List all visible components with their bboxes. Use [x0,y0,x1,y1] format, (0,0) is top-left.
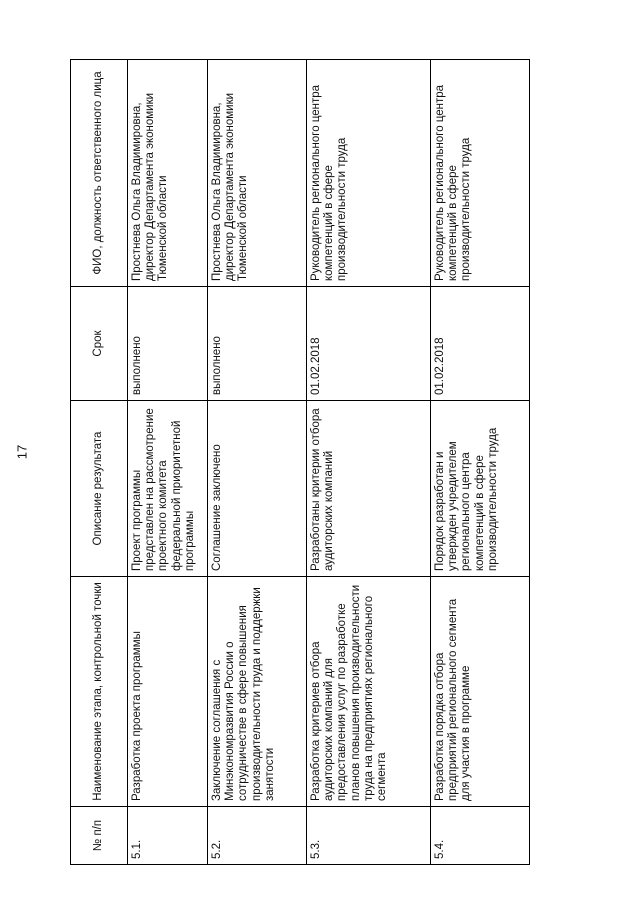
table-row [208,60,307,865]
cell-responsible-person: Простнева Ольга Владимировна, директор Департамента экономики Тюменской области [208,60,307,287]
cell-result-description: Проект программы представлен на рассмотрение проектного комитета федеральной приоритетной программы [128,401,208,577]
table-row [431,60,530,865]
cell-responsible-person: Руководитель регионального центра компетенций в сфере производительности труда [431,60,530,287]
cell-term: 01.02.2018 [307,287,431,401]
cell-term: выполнено [128,287,208,401]
page-number: 17 [14,444,30,460]
cell-responsible-person: Руководитель регионального центра компетенций в сфере производительности труда [307,60,431,287]
table-row [307,60,431,865]
cell-stage-name: Разработка порядка отбора предприятий регионального сегмента для участия в программе [431,577,530,807]
cell-result-description: Соглашение заключено [208,401,307,577]
header-term: Срок [71,287,128,401]
rotated-page-content [70,60,622,865]
header-stage-name: Наименование этапа, контрольной точки [71,577,128,807]
header-responsible-person: ФИО, должность ответственного лица [71,60,128,287]
cell-stage-name: Разработка критериев отбора аудиторских компаний для предоставления услуг по разработке планов повышения производительности труда на предприятиях регионального сегмента [307,577,431,807]
table-row [128,60,208,865]
cell-term: выполнено [208,287,307,401]
cell-stage-name: Заключение соглашения с Минэкономразвития России о сотрудничестве в сфере повышения производительности труда и поддержки занятости [208,577,307,807]
header-number: № п/п [71,807,128,865]
cell-result-description: Разработаны критерии отбора аудиторских компаний [307,401,431,577]
cell-result-description: Порядок разработан и утвержден учредителем регионального центра компетенций в сфере производительности труда [431,401,530,577]
cell-stage-name: Разработка проекта программы [128,577,208,807]
cell-number: 5.3. [307,807,431,865]
cell-responsible-person: Простнева Ольга Владимировна, директор Департамента экономики Тюменской области [128,60,208,287]
cell-term: 01.02.2018 [431,287,530,401]
header-result-description: Описание результата [71,401,128,577]
table-header-row [71,60,128,865]
control-points-table [70,59,530,865]
cell-number: 5.4. [431,807,530,865]
cell-number: 5.2. [208,807,307,865]
cell-number: 5.1. [128,807,208,865]
